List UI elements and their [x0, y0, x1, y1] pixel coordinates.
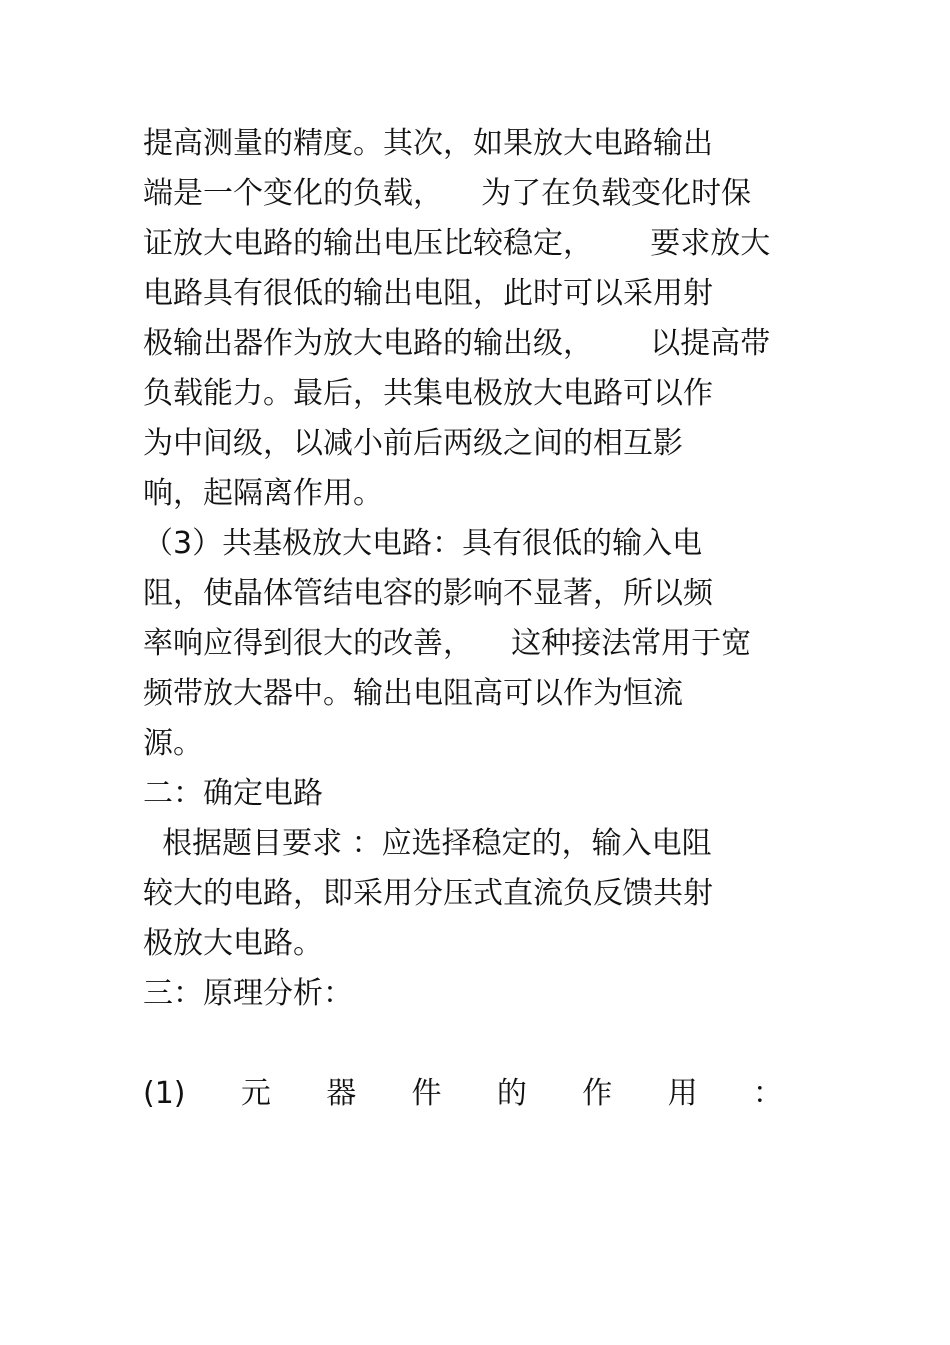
section-heading: 二：确定电路 [143, 776, 323, 811]
text-line: 电路具有很低的输出电阻，此时可以采用射 [143, 276, 713, 311]
text-line: 阻，使晶体管结电容的影响不显著，所以频 [143, 576, 713, 611]
text-line: 负载能力。最后，共集电极放大电路可以作 [143, 376, 713, 411]
text-line: 根据题目要求 ：应选择稳定的，输入电阻 [143, 826, 712, 861]
text-line: 极输出器作为放大电路的输出级， 以提高带 [143, 326, 771, 361]
item-char: 器 [326, 1076, 357, 1111]
text-line: 频带放大器中。输出电阻高可以作为恒流 [143, 676, 683, 711]
item-char: 的 [496, 1076, 527, 1111]
item-colon: ： [752, 1076, 783, 1111]
list-item-heading [143, 1074, 783, 1114]
text-line: 端是一个变化的负载， 为了在负载变化时保 [143, 176, 752, 211]
item-char: 作 [582, 1076, 613, 1111]
text-line: 响，起隔离作用。 [143, 476, 383, 511]
text-line: 源。 [143, 726, 203, 761]
text-line: 提高测量的精度。其次，如果放大电路输出 [143, 126, 713, 161]
text-line: 极放大电路。 [143, 926, 323, 961]
text-line: 率响应得到很大的改善， 这种接法常用于宽 [143, 626, 752, 661]
item-char: 件 [411, 1076, 442, 1111]
item-number: (1) [143, 1076, 186, 1111]
item-char: 元 [240, 1076, 271, 1111]
text-line: 较大的电路，即采用分压式直流负反馈共射 [143, 876, 713, 911]
section-heading: 三：原理分析： [143, 976, 353, 1011]
text-line: 证放大电路的输出电压比较稳定， 要求放大 [143, 226, 771, 261]
item-char: 用 [667, 1076, 698, 1111]
text-line: （3）共基极放大电路：具有很低的输入电 [143, 526, 703, 561]
text-line: 为中间级，以减小前后两级之间的相互影 [143, 426, 683, 461]
